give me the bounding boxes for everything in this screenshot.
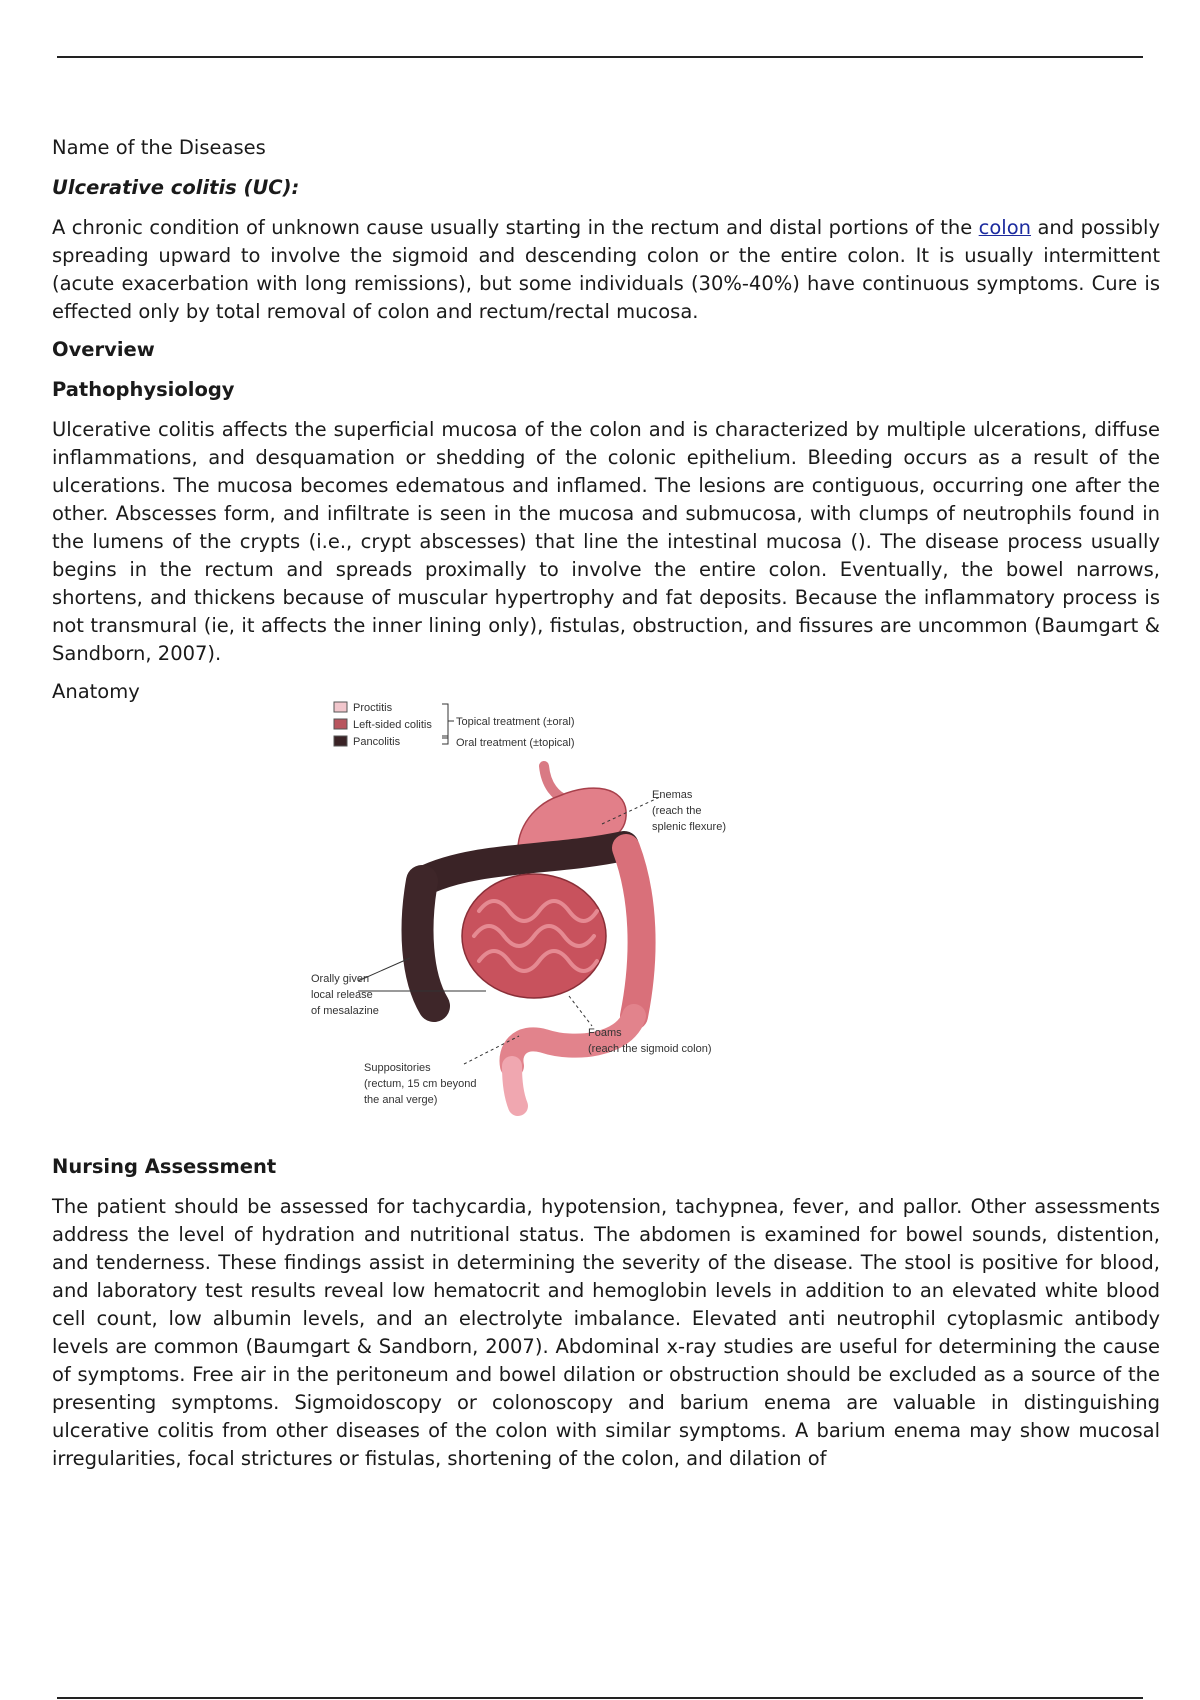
oral-release-note-2: of mesalazine: [311, 1005, 379, 1017]
foams-pointer: [569, 996, 592, 1026]
footer-rule: [57, 1697, 1143, 1699]
enemas-note-1: (reach the: [652, 805, 702, 817]
section-label: Name of the Diseases: [52, 136, 266, 159]
anatomy-label: Anatomy: [52, 680, 140, 703]
rectum: [512, 1066, 518, 1106]
colon-link[interactable]: colon: [978, 216, 1032, 239]
nursing-assessment-paragraph: The patient should be assessed for tachycardia, hypotension, tachypnea, fever, and pallor. Other assessments address the level of hydration and nutritional status. The abdomen is examined for bowel sounds, distention, and tenderness. These findings assist in determining the severity of the disease. The stool is positive for blood, and laboratory test results reveal low hematocrit and hemoglobin levels in addition to an elevated white blood cell count, low albumin levels, and an electrolyte imbalance. Elevated anti neutrophil cytoplasmic antibody levels are common (Baumgart & Sandborn, 2007). Abdominal x-ray studies are useful for determining the cause of symptoms. Free air in the peritoneum and bowel dilation or obstruction should be excluded as a source of the presenting symptoms. Sigmoidoscopy or colonoscopy and barium enema are valuable in distinguishing ulcerative colitis from other diseases of the colon with similar symptoms. A barium enema may show mucosal irregularities, focal strictures or fistulas, shortening of the colon, and dilation of: [52, 1195, 1160, 1470]
legend-bracket: [442, 704, 454, 738]
oral-release-note-1: local release: [311, 989, 373, 1001]
descending-colon: [626, 848, 642, 1016]
enemas-note-2: splenic flexure): [652, 821, 726, 833]
topical-treatment-label: Topical treatment (±oral): [456, 716, 575, 728]
legend-left-sided-colitis: Left-sided colitis: [353, 719, 432, 731]
legend-pancolitis: Pancolitis: [353, 736, 401, 748]
oral-treatment-label: Oral treatment (±topical): [456, 737, 575, 749]
overview-heading: Overview: [52, 338, 155, 361]
legend-bracket-2: [442, 736, 448, 744]
suppositories-label: Suppositories: [364, 1062, 431, 1074]
legend-proctitis: Proctitis: [353, 702, 393, 714]
legend-swatch-proctitis: [334, 702, 347, 712]
intro-paragraph: [52, 214, 1160, 326]
legend-swatch-left-sided: [334, 719, 347, 729]
ascending-colon: [418, 881, 434, 1006]
intro-text-start: A chronic condition of unknown cause usually starting in the rectum and distal portions of the: [52, 216, 979, 239]
oral-release-label: Orally given: [311, 973, 370, 985]
foams-note: (reach the sigmoid colon): [588, 1043, 712, 1055]
suppositories-note-2: the anal verge): [364, 1094, 438, 1106]
legend-swatch-pancolitis: [334, 736, 347, 746]
intro-text-end: and possibly spreading upward to involve the sigmoid and descending colon or the entire colon. It is usually intermittent (acute exacerbation with long remissions), but some individuals (30%-40%) have continuous symptoms. Cure is effected only by total removal of colon and rectum/rectal mucosa.: [52, 216, 1160, 323]
suppositories-note-1: (rectum, 15 cm beyond: [364, 1078, 477, 1090]
anatomy-section: [52, 678, 1160, 1153]
pathophysiology-heading: Pathophysiology: [52, 378, 235, 401]
pathophysiology-paragraph: Ulcerative colitis affects the superficial mucosa of the colon and is characterized by multiple ulcerations, diffuse inflammations, and desquamation or shedding of the colonic epithelium. Bleeding occurs as a result of the ulcerations. The mucosa becomes edematous and inflamed. The lesions are contiguous, occurring one after the other. Abscesses form, and infiltrate is seen in the mucosa and submucosa, with clumps of neutrophils found in the lumens of the crypts (i.e., crypt abscesses) that line the intestinal mucosa (). The disease process usually begins in the rectum and spreads proximally to involve the entire colon. Eventually, the bowel narrows, shortens, and thickens because of muscular hypertrophy and fat deposits. Because the inflammatory process is not transmural (ie, it affects the inner lining only), fistulas, obstruction, and fissures are uncommon (Baumgart & Sandborn, 2007).: [52, 418, 1160, 665]
colon-anatomy-figure: [274, 696, 784, 1146]
enemas-label: Enemas: [652, 789, 693, 801]
document-body: [52, 134, 1160, 1473]
disease-title: Ulcerative colitis (UC):: [52, 176, 300, 199]
nursing-assessment-heading: Nursing Assessment: [52, 1155, 277, 1178]
header-rule: [57, 56, 1143, 58]
sigmoid-colon: [511, 1016, 634, 1066]
foams-label: Foams: [588, 1027, 622, 1039]
